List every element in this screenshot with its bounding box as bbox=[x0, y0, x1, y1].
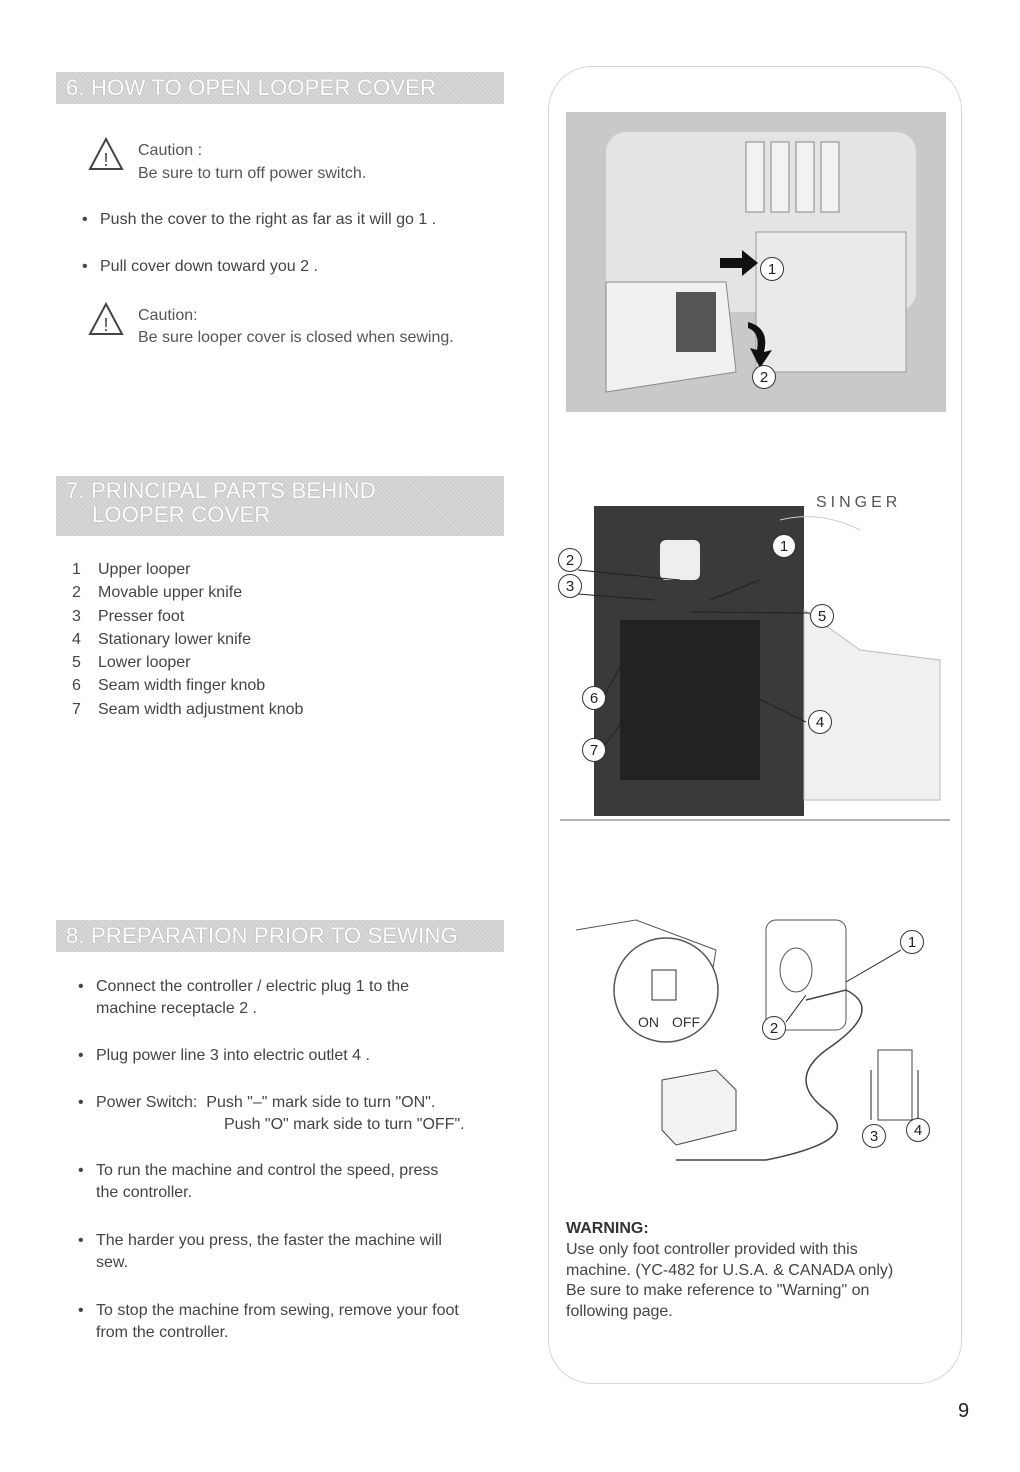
caution2-text: Be sure looper cover is closed when sewing. bbox=[138, 329, 454, 346]
brand-fragment: SINGER bbox=[816, 494, 902, 511]
section8-heading: 8. PREPARATION PRIOR TO SEWING bbox=[56, 920, 504, 952]
caution2-label: Caution: bbox=[138, 307, 198, 324]
callout-2: 2 bbox=[762, 1016, 786, 1040]
callout-3: 3 bbox=[862, 1124, 886, 1148]
section7-heading-line1: 7. PRINCIPAL PARTS BEHIND bbox=[66, 478, 376, 503]
section7-heading bbox=[56, 476, 504, 536]
section6-bullet2: • Pull cover down toward you 2 . bbox=[100, 256, 318, 278]
parts-list bbox=[72, 558, 303, 721]
caution-triangle-icon bbox=[88, 302, 124, 336]
list-item: 6 Seam width finger knob bbox=[72, 677, 266, 695]
looper-cover-photo bbox=[566, 112, 946, 412]
callout-3: 3 bbox=[558, 574, 582, 598]
callout-2: 2 bbox=[558, 548, 582, 572]
section8-bullet2: • Plug power line 3 into electric outlet 4 . bbox=[96, 1045, 370, 1067]
section8-bullet6: • To stop the machine from sewing, remove your foot from the controller. bbox=[96, 1300, 512, 1344]
page-number: 9 bbox=[958, 1400, 970, 1422]
section8-bullet1: • Connect the controller / electric plug 1 to the machine receptacle 2 . bbox=[96, 976, 506, 1020]
svg-text:!: ! bbox=[103, 150, 109, 170]
caution-triangle-icon bbox=[88, 137, 124, 171]
list-item: 3 Presser foot bbox=[72, 607, 185, 625]
warning-body: Use only foot controller provided with this machine. (YC-482 for U.S.A. & CANADA only) Be sure to make reference to "Warning" on following page. bbox=[566, 1241, 894, 1320]
caution1-label: Caution : bbox=[138, 142, 203, 159]
section6-bullet1: • Push the cover to the right as far as it will go 1 . bbox=[100, 209, 436, 231]
callout-1: 1 bbox=[900, 930, 924, 954]
section8-bullet5: • The harder you press, the faster the machine will sew. bbox=[96, 1230, 506, 1274]
section6-heading: 6. HOW TO OPEN LOOPER COVER bbox=[56, 72, 504, 104]
section8-bullet4: • To run the machine and control the speed, press the controller. bbox=[96, 1160, 506, 1204]
callout-5: 5 bbox=[810, 604, 834, 628]
switch-on-label: ON bbox=[638, 1014, 659, 1030]
arrow-down-curved-icon bbox=[744, 318, 774, 368]
list-item: 7 Seam width adjustment knob bbox=[72, 700, 304, 718]
callout-4: 4 bbox=[906, 1118, 930, 1142]
caution1-text: Be sure to turn off power switch. bbox=[138, 165, 367, 182]
controller-diagram bbox=[566, 910, 946, 1180]
parts-photo bbox=[560, 494, 950, 826]
section8-bullet3: • Power Switch: Push "–" mark side to turn "ON". Push "O" mark side to turn "OFF". bbox=[96, 1092, 506, 1136]
callout-7: 7 bbox=[582, 738, 606, 762]
arrow-right-icon bbox=[720, 250, 758, 276]
warning-title: WARNING: bbox=[566, 1220, 649, 1237]
list-item: 1 Upper looper bbox=[72, 561, 191, 578]
callout-4: 4 bbox=[808, 710, 832, 734]
callout-1: 1 bbox=[772, 534, 796, 558]
list-item: 2 Movable upper knife bbox=[72, 584, 243, 602]
switch-off-label: OFF bbox=[672, 1014, 700, 1030]
callout-1: 1 bbox=[760, 257, 784, 281]
list-item: 4 Stationary lower knife bbox=[72, 630, 251, 648]
list-item: 5 Lower looper bbox=[72, 654, 191, 672]
section7-heading-line2: LOOPER COVER bbox=[92, 502, 271, 527]
svg-text:!: ! bbox=[103, 315, 109, 335]
callout-2: 2 bbox=[752, 365, 776, 389]
callout-6: 6 bbox=[582, 686, 606, 710]
